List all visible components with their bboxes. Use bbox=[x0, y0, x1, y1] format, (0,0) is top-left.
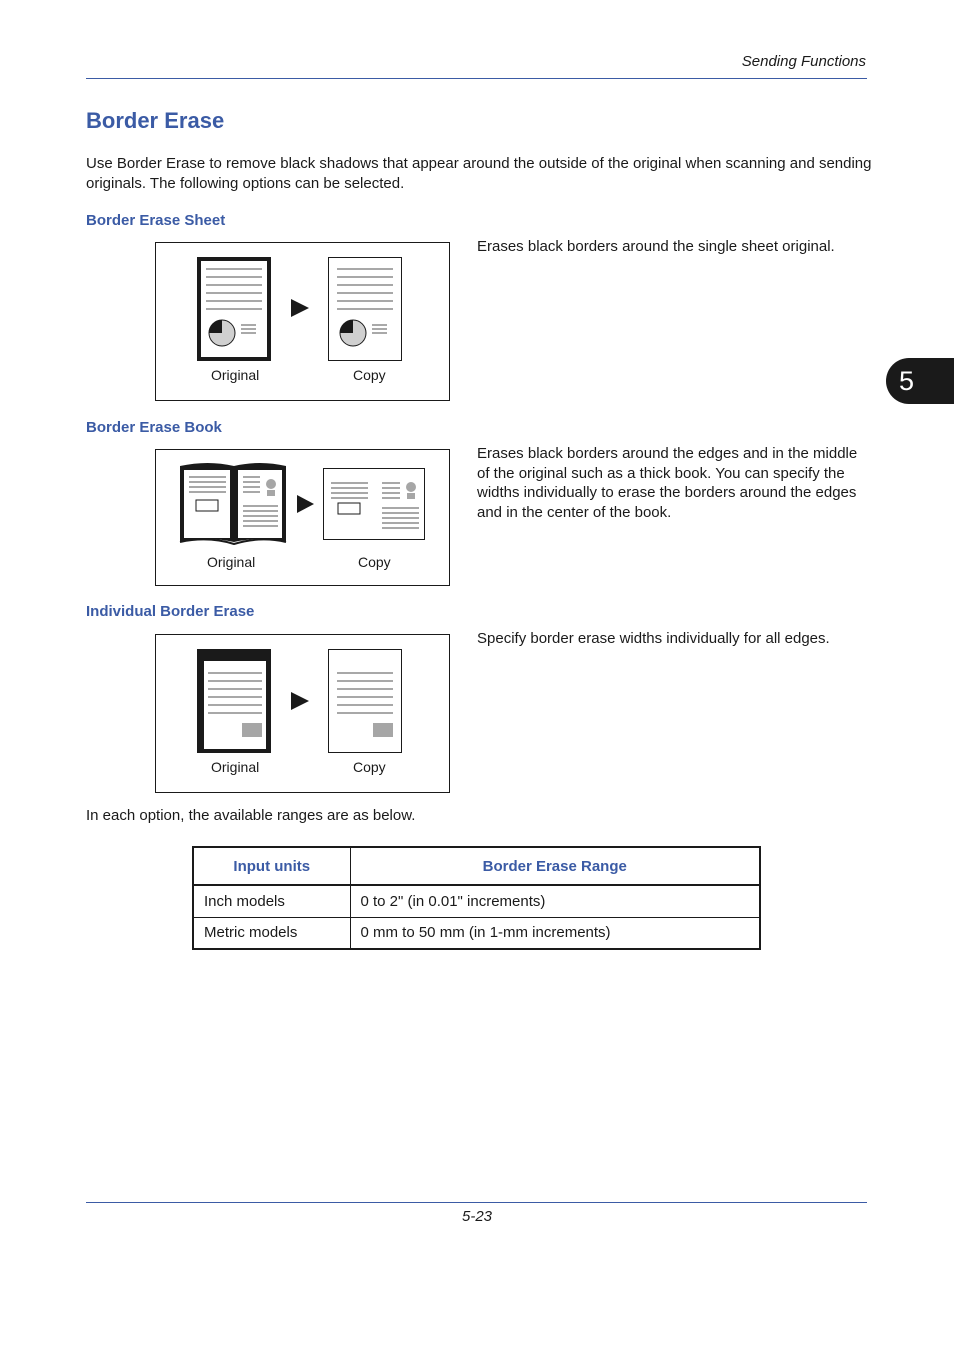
cell-units: Metric models bbox=[193, 917, 350, 949]
caption-original: Original bbox=[207, 554, 256, 570]
cell-range: 0 to 2" (in 0.01" increments) bbox=[350, 885, 760, 917]
intro-paragraph: Use Border Erase to remove black shadows that appear around the outside of the original when scanning and sending originals. The following options can be selected. bbox=[86, 155, 872, 192]
cell-range: 0 mm to 50 mm (in 1-mm increments) bbox=[350, 917, 760, 949]
table-row bbox=[193, 917, 760, 949]
header-rule bbox=[86, 78, 867, 79]
heading-border-erase-book: Border Erase Book bbox=[86, 419, 222, 436]
page-number: 5-23 bbox=[461, 1208, 493, 1225]
header-border-erase-range: Border Erase Range bbox=[350, 847, 760, 885]
heading-border-erase-sheet: Border Erase Sheet bbox=[86, 212, 226, 229]
figure-individual-border-erase bbox=[155, 634, 450, 793]
description-individual-border-erase: Specify border erase widths individually for all edges. bbox=[477, 630, 830, 647]
table-header-row bbox=[193, 847, 760, 885]
cell-units: Inch models bbox=[193, 885, 350, 917]
figure-border-erase-book bbox=[155, 449, 450, 586]
running-header: Sending Functions bbox=[741, 53, 866, 70]
sheet-illustration bbox=[156, 243, 451, 402]
caption-copy: Copy bbox=[358, 554, 391, 570]
chapter-tab: 5 bbox=[886, 358, 954, 404]
figure-border-erase-sheet bbox=[155, 242, 450, 401]
caption-original: Original bbox=[211, 367, 260, 383]
description-border-erase-book: Erases black borders around the edges and in the middle of the original such as a thick book. You can specify the widths individually to erase the borders around the edges and in the center of the book. bbox=[477, 445, 858, 521]
book-illustration bbox=[156, 450, 451, 587]
description-border-erase-sheet: Erases black borders around the single sheet original. bbox=[477, 238, 835, 255]
footer-rule bbox=[86, 1202, 867, 1203]
caption-copy: Copy bbox=[353, 759, 386, 775]
heading-individual-border-erase: Individual Border Erase bbox=[86, 603, 255, 620]
border-erase-range-table bbox=[192, 846, 761, 950]
header-input-units: Input units bbox=[193, 847, 350, 885]
caption-original: Original bbox=[211, 759, 260, 775]
individual-illustration bbox=[156, 635, 451, 794]
caption-copy: Copy bbox=[353, 367, 386, 383]
page-title: Border Erase bbox=[86, 108, 225, 133]
table-row bbox=[193, 885, 760, 917]
ranges-intro: In each option, the available ranges are as below. bbox=[86, 807, 416, 824]
